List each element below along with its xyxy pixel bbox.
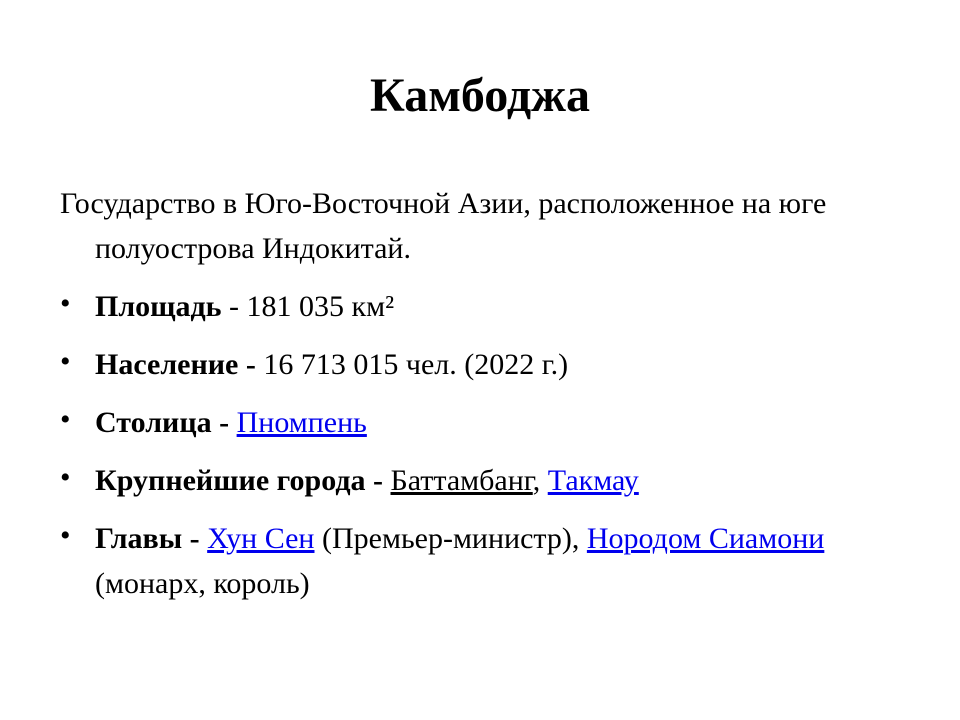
capital-label: Столица - xyxy=(95,406,237,439)
capital-link[interactable]: Пномпень xyxy=(236,406,367,439)
slide-title: Камбоджа xyxy=(370,69,590,122)
list-item-population xyxy=(60,342,920,387)
bullet-icon: • xyxy=(60,461,71,494)
area-label: Площадь xyxy=(95,290,222,323)
cities-separator: , xyxy=(532,464,548,497)
list-item-heads xyxy=(60,516,920,606)
area-value: 181 035 км² xyxy=(246,290,395,323)
hun-sen-link[interactable]: Хун Сен xyxy=(207,522,315,555)
bullet-icon: • xyxy=(60,345,71,378)
bullet-icon: • xyxy=(60,519,71,552)
hun-sen-role: (Премьер-министр), xyxy=(314,522,587,555)
bullet-icon: • xyxy=(60,287,71,320)
city-takhmau-link[interactable]: Такмау xyxy=(547,464,639,497)
norodom-sihamoni-link[interactable]: Нородом Сиамони xyxy=(586,522,825,555)
city-battambang-link[interactable]: Баттамбанг xyxy=(390,464,533,497)
norodom-sihamoni-role: (монарх, король) xyxy=(95,567,310,600)
cities-label: Крупнейшие города - xyxy=(95,464,391,497)
population-value: 16 713 015 чел. (2022 г.) xyxy=(263,348,569,381)
list-item-cities xyxy=(60,458,920,503)
intro-paragraph: Государство в Юго-Восточной Азии, расположенное на юге полуострова Индокитай. xyxy=(60,187,827,265)
facts-list xyxy=(60,284,920,619)
list-item-area xyxy=(60,284,920,329)
list-item-capital xyxy=(60,400,920,445)
heads-label: Главы - xyxy=(95,522,208,555)
area-separator: - xyxy=(221,290,247,323)
population-label: Население - xyxy=(95,348,264,381)
bullet-icon: • xyxy=(60,403,71,436)
